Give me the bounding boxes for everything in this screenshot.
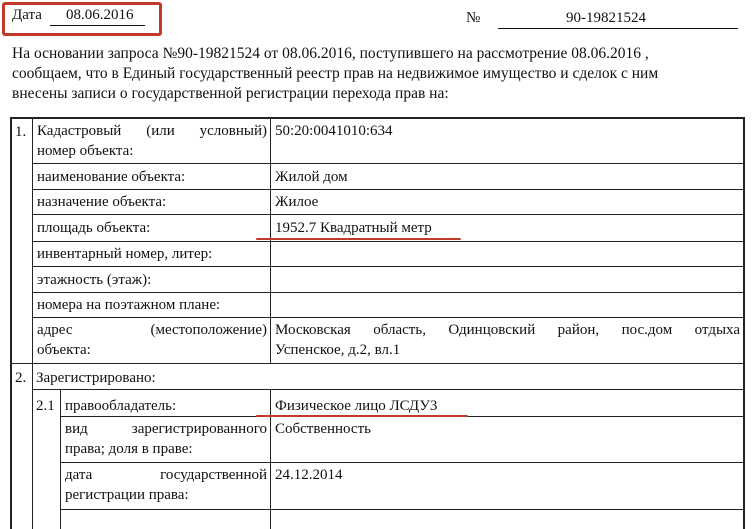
row-value [275, 419, 740, 439]
value-line: Жилой дом [275, 169, 348, 185]
label-line: вид зарегистрированного [65, 421, 267, 437]
section-title: Зарегистрировано: [36, 370, 156, 386]
row-label [65, 419, 267, 459]
row-label [37, 320, 267, 360]
number-sign: № [466, 10, 481, 26]
table-border [32, 117, 33, 529]
row-label [37, 192, 267, 212]
row-label [37, 218, 267, 238]
value-line: 50:20:0041010:634 [275, 123, 393, 139]
table-border [32, 163, 745, 164]
row-label [37, 295, 267, 315]
label-line: регистрации права: [65, 487, 189, 503]
value-line: Успенское, д.2, вл.1 [275, 342, 401, 358]
area-highlight-underline [256, 238, 461, 240]
row-value [275, 320, 740, 360]
table-border [743, 117, 745, 529]
label-line: правообладатель: [65, 398, 177, 414]
table-border [32, 317, 745, 318]
row-value [275, 192, 740, 212]
label-line: права; доля в праве: [65, 441, 193, 457]
date-label: Дата [12, 7, 42, 23]
label-line: инвентарный номер, литер: [37, 246, 213, 262]
table-border [32, 189, 745, 190]
table-border [32, 214, 745, 215]
number-underline [498, 28, 738, 29]
label-line: этажность (этаж): [37, 272, 152, 288]
row-label [37, 244, 267, 264]
table-border [60, 509, 745, 510]
row-value [275, 465, 740, 485]
date-value: 08.06.2016 [66, 7, 134, 23]
row-label [37, 167, 267, 187]
label-line: объекта: [37, 342, 91, 358]
table-border [32, 389, 745, 390]
table-border [10, 117, 745, 119]
intro-line: внесены записи о государственной регистрации перехода прав на: [12, 85, 449, 102]
label-line: адрес (местоположение) [37, 322, 267, 338]
table-border [10, 363, 745, 364]
table-border [270, 389, 271, 529]
table-border [270, 117, 271, 363]
table-border [32, 266, 745, 267]
table-border [60, 462, 745, 463]
row-value [275, 121, 740, 141]
row-value [275, 218, 740, 238]
table-border [60, 389, 61, 529]
intro-line: На основании запроса №90-19821524 от 08.06.2016, поступившего на рассмотрение 08.06.2016 , [12, 45, 649, 62]
table-border [32, 241, 745, 242]
date-underline [50, 25, 145, 26]
section-number: 1. [15, 124, 27, 140]
request-number: 90-19821524 [566, 10, 646, 26]
value-line: 24.12.2014 [275, 467, 343, 483]
row-value [275, 167, 740, 187]
row-label [37, 121, 267, 161]
owner-highlight-underline [256, 415, 468, 417]
label-line: наименование объекта: [37, 169, 186, 185]
value-line: Физическое лицо ЛСДУ3 [275, 398, 438, 414]
value-line: Московская область, Одинцовский район, пос.дом отдыха [275, 322, 740, 338]
row-label [37, 270, 267, 290]
table-border [32, 292, 745, 293]
row-value [275, 396, 740, 416]
label-line: площадь объекта: [37, 220, 151, 236]
value-line: 1952.7 Квадратный метр [275, 220, 432, 236]
table-border [10, 117, 12, 529]
value-line: Жилое [275, 194, 319, 210]
intro-line: сообщаем, что в Единый государственный реестр прав на недвижимое имущество и сделок с ним [12, 65, 659, 82]
value-line: Собственность [275, 421, 371, 437]
subsection-number: 2.1 [36, 398, 55, 414]
section-number: 2. [15, 370, 27, 386]
label-line: номер объекта: [37, 143, 134, 159]
label-line: Кадастровый (или условный) [37, 123, 267, 139]
row-label [65, 396, 267, 416]
label-line: дата государственной [65, 467, 267, 483]
label-line: назначение объекта: [37, 194, 167, 210]
intro-paragraph [12, 44, 742, 104]
row-label [65, 465, 267, 505]
label-line: номера на поэтажном плане: [37, 297, 221, 313]
